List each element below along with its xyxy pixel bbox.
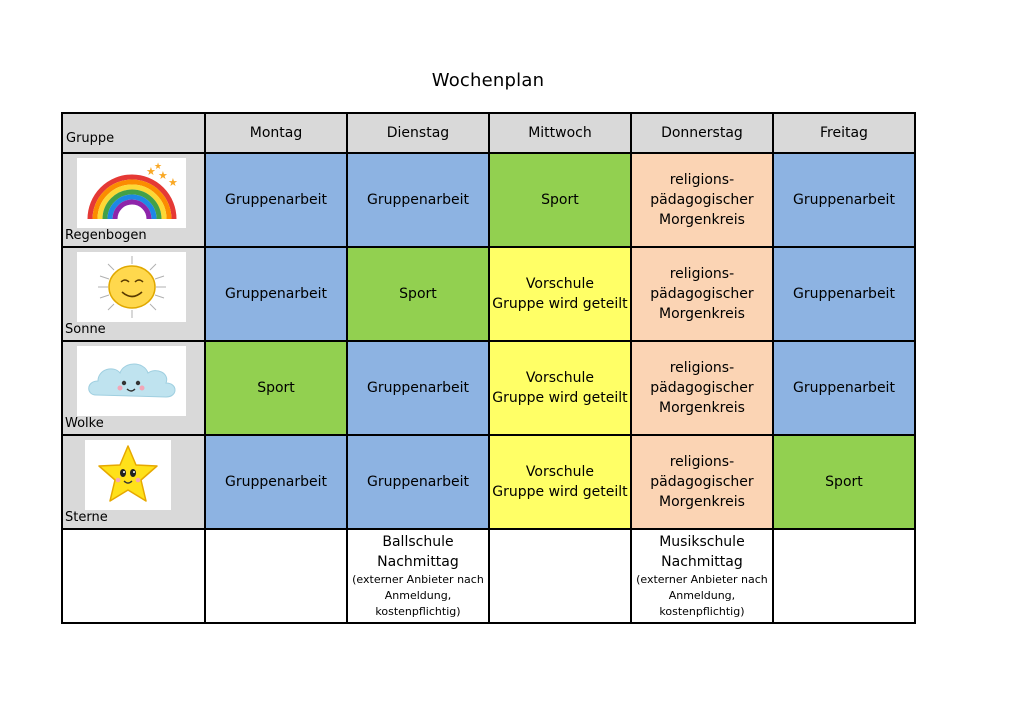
group-name: Sonne bbox=[65, 322, 106, 337]
cell-line: religions- bbox=[669, 454, 735, 470]
schedule-cell: Gruppenarbeit bbox=[773, 153, 915, 247]
group-cell bbox=[62, 153, 205, 247]
afternoon-note: (externer Anbieter nach bbox=[352, 573, 484, 586]
schedule-cell: Gruppenarbeit bbox=[347, 341, 489, 435]
schedule-cell: Sport bbox=[205, 341, 347, 435]
afternoon-note: Anmeldung, bbox=[668, 589, 736, 602]
svg-text:★: ★ bbox=[145, 165, 156, 178]
header-day-tuesday: Dienstag bbox=[347, 113, 489, 153]
afternoon-note: kostenpflichtig) bbox=[659, 605, 745, 618]
schedule-cell: Sport bbox=[347, 247, 489, 341]
header-day-thursday: Donnerstag bbox=[631, 113, 773, 153]
group-picture bbox=[77, 346, 186, 416]
header-group-label: Gruppe bbox=[66, 131, 115, 146]
cell-line: Gruppe wird geteilt bbox=[492, 484, 628, 500]
schedule-cell: Sport bbox=[489, 153, 631, 247]
afternoon-line: Nachmittag bbox=[661, 554, 743, 570]
group-picture bbox=[85, 440, 171, 510]
schedule-cell bbox=[489, 341, 631, 435]
afternoon-line: Ballschule bbox=[382, 534, 454, 550]
star-icon bbox=[93, 443, 163, 507]
cell-line: religions- bbox=[669, 172, 735, 188]
cell-line: religions- bbox=[669, 266, 735, 282]
schedule-cell bbox=[631, 153, 773, 247]
schedule-cell bbox=[631, 341, 773, 435]
cell-line: pädagogischer bbox=[650, 380, 754, 396]
afternoon-empty-cell bbox=[489, 529, 631, 623]
group-picture bbox=[77, 252, 186, 322]
cell-line: pädagogischer bbox=[650, 474, 754, 490]
cell-line: Morgenkreis bbox=[659, 212, 745, 228]
afternoon-note: kostenpflichtig) bbox=[375, 605, 461, 618]
group-row-sterne bbox=[62, 435, 915, 529]
schedule-cell: Gruppenarbeit bbox=[205, 247, 347, 341]
group-row-wolke bbox=[62, 341, 915, 435]
schedule-cell bbox=[631, 435, 773, 529]
header-group bbox=[62, 113, 205, 153]
svg-text:★: ★ bbox=[167, 176, 178, 189]
group-row-regenbogen bbox=[62, 153, 915, 247]
cell-line: Vorschule bbox=[525, 464, 594, 480]
schedule-cell bbox=[489, 247, 631, 341]
header-day-wednesday: Mittwoch bbox=[489, 113, 631, 153]
cell-line: religions- bbox=[669, 360, 735, 376]
afternoon-row bbox=[62, 529, 915, 623]
header-day-friday: Freitag bbox=[773, 113, 915, 153]
header-day-monday: Montag bbox=[205, 113, 347, 153]
schedule-cell: Gruppenarbeit bbox=[347, 435, 489, 529]
afternoon-note: Anmeldung, bbox=[384, 589, 452, 602]
schedule-cell: Gruppenarbeit bbox=[205, 435, 347, 529]
schedule-cell bbox=[489, 435, 631, 529]
page-title: Wochenplan bbox=[431, 70, 545, 91]
cell-line: Gruppe wird geteilt bbox=[492, 390, 628, 406]
group-name: Sterne bbox=[65, 510, 108, 525]
cell-line: Gruppe wird geteilt bbox=[492, 296, 628, 312]
weekly-plan-table bbox=[61, 112, 916, 624]
schedule-cell: Sport bbox=[773, 435, 915, 529]
cloud-icon bbox=[82, 351, 182, 411]
schedule-cell bbox=[631, 247, 773, 341]
schedule-cell: Gruppenarbeit bbox=[773, 341, 915, 435]
group-picture bbox=[77, 158, 186, 228]
rainbow-icon bbox=[82, 161, 182, 225]
group-name: Wolke bbox=[65, 416, 104, 431]
cell-line: Vorschule bbox=[525, 276, 594, 292]
afternoon-empty-cell bbox=[205, 529, 347, 623]
afternoon-empty-cell bbox=[773, 529, 915, 623]
cell-line: Vorschule bbox=[525, 370, 594, 386]
afternoon-line: Musikschule bbox=[659, 534, 745, 550]
cell-line: Morgenkreis bbox=[659, 306, 745, 322]
cell-line: pädagogischer bbox=[650, 192, 754, 208]
schedule-cell: Gruppenarbeit bbox=[205, 153, 347, 247]
afternoon-cell-tuesday bbox=[347, 529, 489, 623]
group-row-sonne bbox=[62, 247, 915, 341]
group-name: Regenbogen bbox=[65, 228, 147, 243]
svg-text:★: ★ bbox=[153, 162, 162, 172]
sun-icon bbox=[82, 254, 182, 320]
group-cell bbox=[62, 341, 205, 435]
afternoon-empty-cell bbox=[62, 529, 205, 623]
afternoon-cell-thursday bbox=[631, 529, 773, 623]
afternoon-line: Nachmittag bbox=[377, 554, 459, 570]
group-cell bbox=[62, 247, 205, 341]
afternoon-note: (externer Anbieter nach bbox=[636, 573, 768, 586]
schedule-cell: Gruppenarbeit bbox=[773, 247, 915, 341]
cell-line: pädagogischer bbox=[650, 286, 754, 302]
schedule-cell: Gruppenarbeit bbox=[347, 153, 489, 247]
group-cell bbox=[62, 435, 205, 529]
header-row bbox=[62, 113, 915, 153]
svg-text:★: ★ bbox=[157, 169, 168, 182]
cell-line: Morgenkreis bbox=[659, 400, 745, 416]
cell-line: Morgenkreis bbox=[659, 494, 745, 510]
